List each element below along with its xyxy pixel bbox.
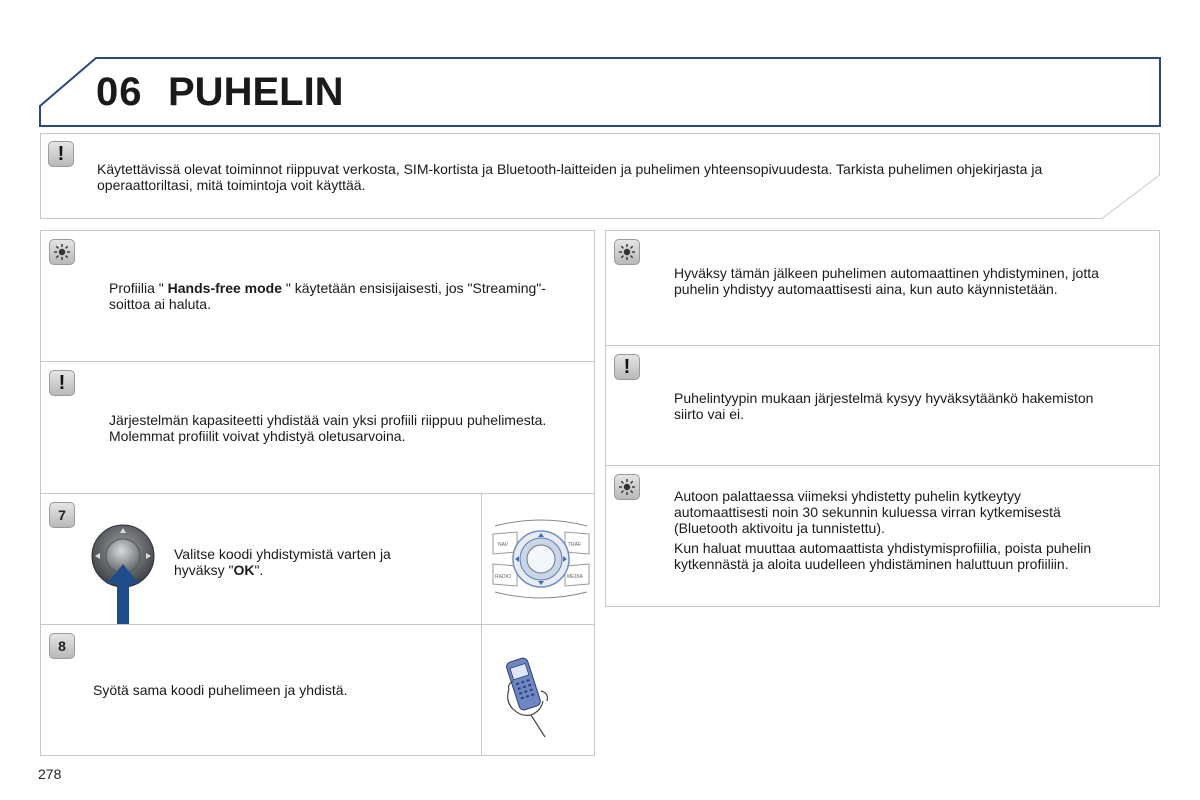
reconnect-text [674,488,1114,572]
auto-connect-text: Hyväksy tämän jälkeen puhelimen automaattinen yhdistyminen, jotta puhelin yhdistyy automaattisesti aina, kun auto käynnistetään. [674,265,1099,297]
mobile-phone-icon [501,651,571,741]
hands-free-post: " käytetään ensisijaisesti, jos "Streaming"-soittoa ai haluta. [109,280,546,312]
tip-box-hands-free [40,230,595,362]
reconnect-paragraph-2: Kun haluat muuttaa automaattista yhdistymisprofiilia, poista puhelin kytkennästä ja aloita uudelleen yhdistäminen haluttuun profiiliin. [674,540,1092,572]
notice-box [40,133,1160,219]
capacity-text: Järjestelmän kapasiteetti yhdistää vain yksi profiili riippuu puhelimesta. Molemmat profiilit voivat yhdistyä oletusarvoina. [109,412,547,444]
warning-icon: ! [48,141,74,167]
notice-text: Käytettävissä olevat toiminnot riippuvat verkosta, SIM-kortista ja Bluetooth-laitteiden ja puhelimen yhteensopivuudesta. Tarkista puhelimen ohjekirjasta ja operaattoriltasi, mitä toimintoja voit käyttää. [97,161,1043,193]
step-8-text: Syötä sama koodi puhelimeen ja yhdistä. [93,682,348,698]
hands-free-text [109,280,549,312]
page-number: 278 [38,766,62,782]
warning-box-directory [605,345,1160,466]
hands-free-bold: Hands-free mode [167,280,283,296]
hands-free-pre: Profiilia " [109,280,168,296]
nav-label: NAV [498,542,508,548]
reconnect-paragraph-1: Autoon palattaessa viimeksi yhdistetty puhelin kytkeytyy automaattisesti noin 30 sekunnin kuluessa virran kytkemisestä (Bluetooth aktivoitu ja tunnistettu). [674,488,1061,536]
rotary-knob-icon [89,524,159,628]
tip-box-auto-connect [605,230,1160,346]
warning-icon: ! [49,370,75,396]
control-panel-icon [489,516,593,602]
tip-box-reconnect [605,465,1160,607]
warning-icon: ! [614,354,640,380]
radio-label: RADIO [495,574,511,580]
tip-sun-icon [614,239,640,265]
tip-sun-icon [49,239,75,265]
traf-label: TRAF [568,542,582,548]
step-7-pre: Valitse koodi yhdistymistä varten ja hyväksy " [174,546,391,578]
step-7-box [40,493,595,625]
step-number-7: 7 [49,502,75,528]
directory-text: Puhelintyypin mukaan järjestelmä kysyy hyväksytäänkö hakemiston siirto vai ei. [674,390,1094,422]
chapter-title: PUHELIN [168,70,344,114]
step-7-text [174,546,444,578]
step-8-box [40,624,595,756]
step-7-divider [481,494,482,624]
step-7-bold: OK [233,562,255,578]
chapter-header [0,0,1200,130]
warning-box-capacity [40,361,595,494]
tip-sun-icon [614,474,640,500]
media-label: MEDIA [567,574,583,580]
step-7-post: ". [254,562,264,578]
step-number-8: 8 [49,633,75,659]
chapter-number: 06 [96,70,143,114]
step-8-divider [481,625,482,755]
